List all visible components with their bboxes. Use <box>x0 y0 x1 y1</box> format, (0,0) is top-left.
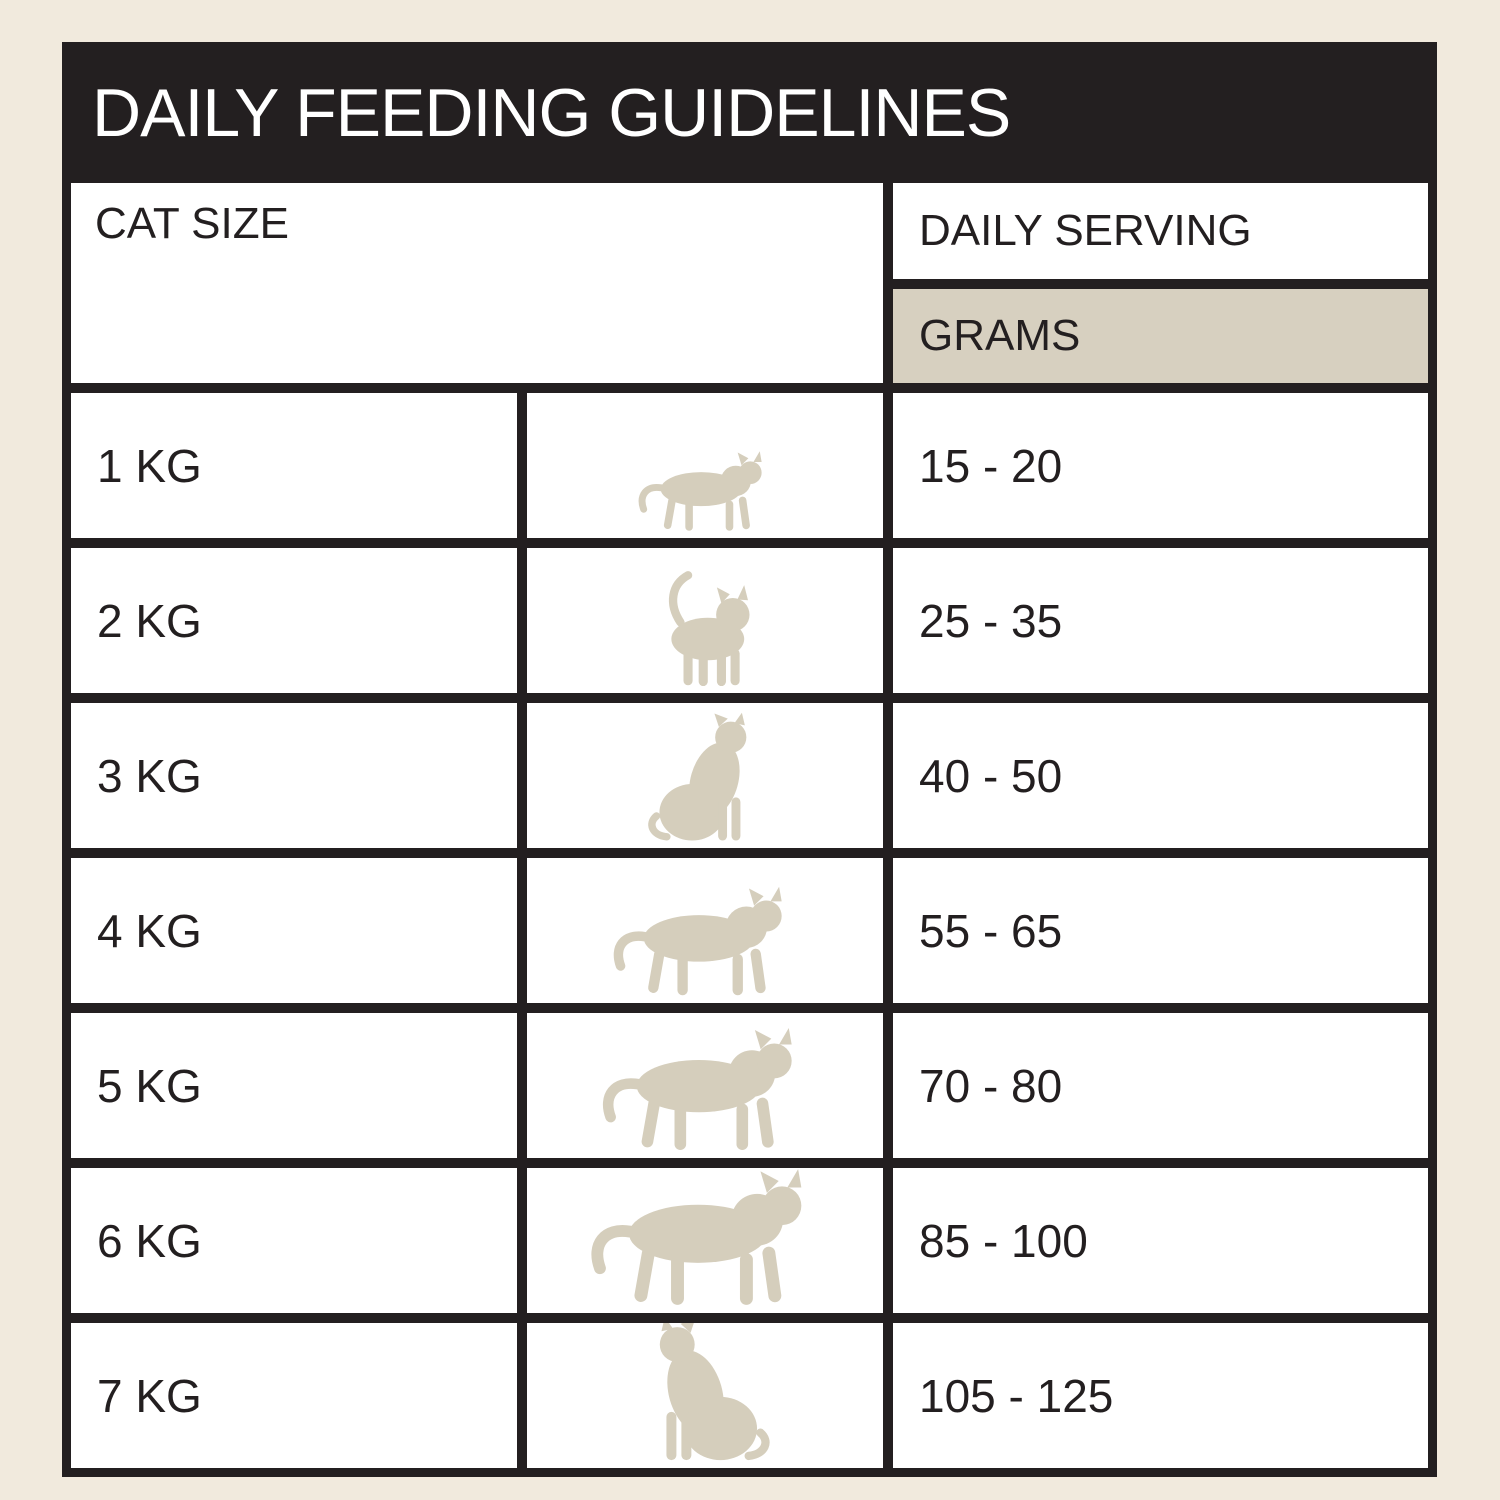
daily-serving-value: 85 - 100 <box>919 1214 1088 1267</box>
page-title: DAILY FEEDING GUIDELINES <box>92 74 1011 151</box>
cat-size-value: 7 KG <box>97 1369 202 1422</box>
daily-serving-value: 105 - 125 <box>919 1369 1114 1422</box>
daily-serving-cell <box>893 1323 1428 1468</box>
daily-serving-value: 70 - 80 <box>919 1059 1063 1112</box>
cat-size-cell <box>71 1323 517 1468</box>
daily-serving-cell <box>893 703 1428 848</box>
feeding-guidelines-table <box>62 42 1437 1477</box>
grams-header-label: GRAMS <box>919 311 1081 360</box>
grams-header-cell <box>893 289 1428 383</box>
cat-size-cell <box>71 548 517 693</box>
cat-icon-cell <box>527 703 883 848</box>
cat-icon-cell <box>527 1168 883 1313</box>
cat-size-header-cell <box>71 183 883 383</box>
cat-silhouette-1kg-icon <box>636 450 775 532</box>
cat-size-cell <box>71 1013 517 1158</box>
cat-silhouette-5kg-icon <box>599 1026 812 1152</box>
daily-serving-cell <box>893 858 1428 1003</box>
cat-size-value: 4 KG <box>97 904 202 957</box>
cat-icon-cell <box>527 1323 883 1468</box>
table-title-bar <box>62 42 1437 183</box>
cat-icon-cell <box>527 393 883 538</box>
cat-icon-cell <box>527 1013 883 1158</box>
cat-size-cell <box>71 393 517 538</box>
cat-silhouette-3kg-icon <box>646 712 765 842</box>
cat-icon-cell <box>527 548 883 693</box>
cat-silhouette-4kg-icon <box>610 885 800 997</box>
daily-serving-cell <box>893 548 1428 693</box>
daily-serving-value: 55 - 65 <box>919 904 1063 957</box>
daily-serving-value: 25 - 35 <box>919 594 1063 647</box>
cat-silhouette-2kg-icon <box>641 569 770 687</box>
cat-size-header-label: CAT SIZE <box>95 199 289 248</box>
daily-serving-header-label: DAILY SERVING <box>919 206 1252 255</box>
cat-silhouette-7kg-icon <box>639 1323 772 1462</box>
table-grid <box>71 183 1428 1468</box>
daily-serving-cell <box>893 1168 1428 1313</box>
cat-icon-cell <box>527 858 883 1003</box>
daily-serving-cell <box>893 1013 1428 1158</box>
cat-size-value: 6 KG <box>97 1214 202 1267</box>
daily-serving-cell <box>893 393 1428 538</box>
cat-size-value: 1 KG <box>97 439 202 492</box>
cat-size-value: 5 KG <box>97 1059 202 1112</box>
cat-size-cell <box>71 858 517 1003</box>
cat-size-value: 2 KG <box>97 594 202 647</box>
cat-silhouette-6kg-icon <box>587 1168 824 1307</box>
cat-size-cell <box>71 703 517 848</box>
daily-serving-value: 40 - 50 <box>919 749 1063 802</box>
daily-serving-header-cell <box>893 183 1428 279</box>
cat-size-value: 3 KG <box>97 749 202 802</box>
cat-size-cell <box>71 1168 517 1313</box>
daily-serving-value: 15 - 20 <box>919 439 1063 492</box>
